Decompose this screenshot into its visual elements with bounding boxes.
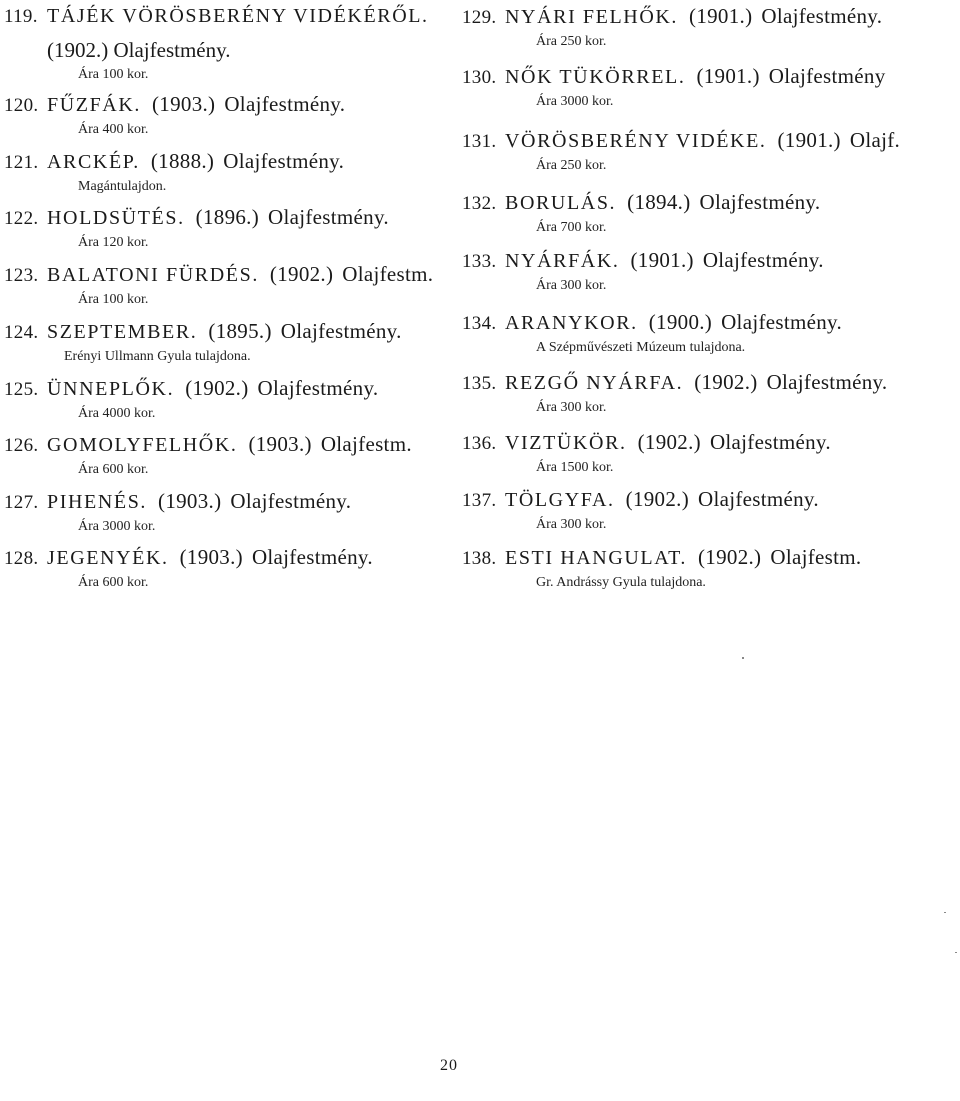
entry-heading [462, 64, 886, 90]
entry-title: PIHENÉS. [47, 491, 148, 513]
entry-note: Ára 300 kor. [536, 400, 607, 415]
entry-heading [4, 262, 433, 288]
entry-year: (1902.) [694, 370, 758, 394]
entry-title: VÖRÖSBERÉNY VIDÉKE. [505, 130, 767, 152]
entry-note: A Szépművészeti Múzeum tulajdona. [536, 340, 746, 355]
entry-number: 138. [462, 548, 497, 569]
entry-title: NYÁRI FELHŐK. [505, 6, 679, 28]
entry-year: (1903.) [248, 432, 312, 456]
entry-title: ESTI HANGULAT. [505, 547, 688, 569]
catalog-entry-138 [462, 545, 861, 592]
scan-speck [944, 912, 946, 913]
entry-number: 122. [4, 208, 39, 229]
entry-number: 136. [462, 433, 497, 454]
entry-title: SZEPTEMBER. [47, 321, 198, 343]
entry-number: 129. [462, 7, 497, 28]
entry-year: (1903.) [158, 489, 222, 513]
catalog-entry-122 [4, 205, 389, 252]
entry-heading [462, 430, 831, 456]
entry-note: Ára 600 kor. [78, 575, 149, 590]
entry-medium: Olajfestmény. [761, 4, 883, 28]
entry-number: 124. [4, 322, 39, 343]
entry-number: 120. [4, 95, 39, 116]
entry-note: Ára 3000 kor. [78, 519, 156, 534]
entry-medium: Olajfestmény. [257, 376, 379, 400]
entry-medium: Olajfestmény. [766, 370, 888, 394]
entry-heading [462, 248, 824, 274]
entry-number: 130. [462, 67, 497, 88]
catalog-entry-131 [462, 128, 900, 175]
entry-heading [462, 128, 900, 154]
entry-note: Ára 300 kor. [536, 517, 607, 532]
entry-year: (1888.) [150, 149, 215, 173]
entry-heading [462, 310, 842, 336]
entry-note: Ára 250 kor. [536, 34, 607, 49]
entry-year: (1902.) [185, 376, 249, 400]
entry-title: ARANYKOR. [505, 312, 638, 334]
entry-medium: Olajfestmény. [709, 430, 831, 454]
catalog-entry-123 [4, 262, 433, 309]
entry-number: 132. [462, 193, 497, 214]
entry-medium: Olajfestmény. [230, 489, 352, 513]
catalog-entry-134 [462, 310, 842, 357]
entry-medium: Olajfestmény. [698, 487, 819, 511]
entry-year: (1894.) [627, 190, 691, 214]
entry-note: Ára 700 kor. [536, 220, 607, 235]
entry-medium: Olajfestmény. [223, 149, 345, 173]
entry-note: Ára 600 kor. [78, 462, 149, 477]
entry-note: Ára 4000 kor. [78, 406, 156, 421]
entry-heading [4, 149, 344, 175]
entry-year: (1900.) [648, 310, 713, 334]
entry-number: 135. [462, 373, 497, 394]
catalog-entry-129 [462, 4, 882, 51]
entry-year: (1896.) [195, 205, 260, 229]
catalog-entry-121 [4, 149, 344, 196]
entry-title: ÜNNEPLŐK. [47, 378, 175, 400]
entry-medium: Olajfestmény. [280, 319, 402, 343]
entry-number: 125. [4, 379, 39, 400]
entry-note: Ára 1500 kor. [536, 460, 614, 475]
entry-medium: Olajfestm. [770, 545, 862, 569]
entry-number: 137. [462, 490, 497, 511]
entry-number: 123. [4, 265, 39, 286]
entry-year: (1902.) [698, 545, 762, 569]
entry-title: BORULÁS. [505, 192, 617, 214]
catalog-entry-135 [462, 370, 887, 417]
catalog-entry-119 [4, 0, 429, 84]
entry-note: Gr. Andrássy Gyula tulajdona. [536, 575, 706, 590]
entry-title: NŐK TÜKÖRREL. [505, 66, 686, 88]
entry-note: Ára 250 kor. [536, 158, 607, 173]
entry-year: (1901.) [689, 4, 753, 28]
catalog-entry-124 [4, 319, 402, 366]
entry-title: ARCKÉP. [47, 151, 140, 173]
entry-year: (1901.) [777, 128, 841, 152]
entry-number: 128. [4, 548, 39, 569]
catalog-entry-132 [462, 190, 820, 237]
scan-speck [742, 657, 744, 659]
entry-number: 126. [4, 435, 39, 456]
entry-heading [4, 92, 345, 118]
entry-year: (1903.) [152, 92, 216, 116]
entry-heading [4, 205, 389, 231]
entry-note: Ára 300 kor. [536, 278, 607, 293]
entry-medium: Olajfestm. [320, 432, 412, 456]
entry-year: (1901.) [696, 64, 760, 88]
catalog-entry-130 [462, 64, 886, 111]
entry-note: Ára 120 kor. [78, 235, 149, 250]
entry-title: TÖLGYFA. [505, 489, 615, 511]
entry-year: (1902.) [269, 262, 334, 286]
entry-title: NYÁRFÁK. [505, 250, 620, 272]
entry-year: (1902.) [625, 487, 689, 511]
entry-title: HOLDSÜTÉS. [47, 207, 185, 229]
entry-heading [4, 0, 429, 29]
entry-heading [462, 370, 887, 396]
catalog-entry-125 [4, 376, 378, 423]
entry-heading [462, 4, 882, 30]
entry-year: (1895.) [208, 319, 272, 343]
entry-heading [4, 376, 378, 402]
entry-medium: Olajf. [849, 128, 901, 152]
catalog-entry-128 [4, 545, 373, 592]
entry-heading [4, 432, 412, 458]
entry-number: 121. [4, 152, 39, 173]
entry-title: GOMOLYFELHŐK. [47, 434, 238, 456]
entry-year: (1901.) [630, 248, 694, 272]
entry-number: 131. [462, 131, 497, 152]
entry-continuation: (1902.) Olajfestmény. [47, 38, 231, 62]
entry-title: REZGŐ NYÁRFA. [505, 372, 684, 394]
entry-number: 119. [4, 6, 38, 27]
entry-title: TÁJÉK VÖRÖSBERÉNY VIDÉKÉRŐL. [47, 5, 429, 27]
catalog-entry-127 [4, 489, 351, 536]
entry-heading [4, 489, 351, 515]
entry-note: Ára 100 kor. [78, 292, 149, 307]
entry-heading [462, 545, 861, 571]
catalog-entry-133 [462, 248, 824, 295]
entry-note: Magántulajdon. [78, 179, 167, 194]
entry-title: JEGENYÉK. [47, 547, 169, 569]
entry-note: Ára 400 kor. [78, 122, 149, 137]
entry-medium: Olajfestm. [342, 262, 434, 286]
entry-medium: Olajfestmény. [702, 248, 824, 272]
entry-number: 127. [4, 492, 39, 513]
catalog-entry-137 [462, 487, 819, 534]
page-number: 20 [440, 1057, 458, 1074]
entry-year: (1902.) [637, 430, 701, 454]
catalog-entry-120 [4, 92, 345, 139]
entry-medium: Olajfestmény. [721, 310, 843, 334]
catalog-entry-136 [462, 430, 831, 477]
entry-heading [462, 487, 819, 513]
catalog-entry-126 [4, 432, 412, 479]
entry-note: Erényi Ullmann Gyula tulajdona. [64, 349, 251, 364]
entry-title: BALATONI FÜRDÉS. [47, 264, 259, 286]
entry-note: Ára 3000 kor. [536, 94, 614, 109]
entry-heading [462, 190, 820, 216]
scan-speck [955, 952, 957, 953]
entry-medium: Olajfestmény. [699, 190, 821, 214]
entry-heading [4, 319, 402, 345]
entry-number: 133. [462, 251, 497, 272]
entry-medium: Olajfestmény [768, 64, 886, 88]
entry-title: VIZTÜKÖR. [505, 432, 627, 454]
entry-heading [4, 545, 373, 571]
entry-note: Ára 100 kor. [78, 67, 149, 82]
entry-medium: Olajfestmény. [268, 205, 389, 229]
entry-number: 134. [462, 313, 497, 334]
entry-medium: Olajfestmény. [251, 545, 373, 569]
entry-year: (1903.) [179, 545, 243, 569]
entry-medium: Olajfestmény. [224, 92, 346, 116]
entry-title: FŰZFÁK. [47, 94, 141, 116]
